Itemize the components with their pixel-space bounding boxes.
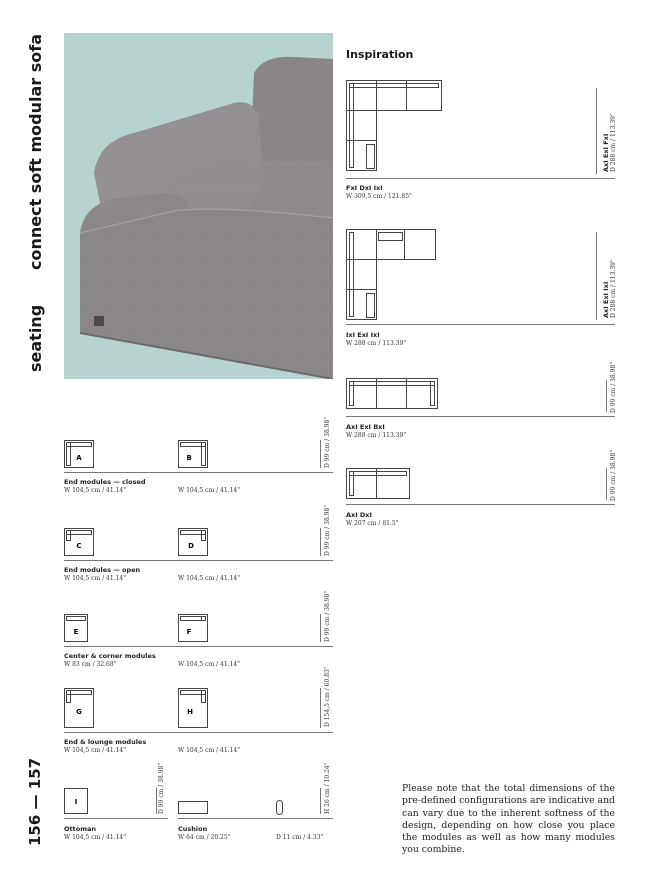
config-rule-2	[346, 324, 615, 325]
dimensions-note: Please note that the total dimensions of the pre-defined configurations are indicative and can vary due to the inherent softness of the design, depending on how close you place the modules as well as how many modules you combine.	[402, 783, 616, 856]
ottoman-width: W 104,5 cm / 41.14"	[64, 834, 126, 841]
module-depth-1: D 99 cm / 38.98"	[324, 416, 331, 468]
config-rule-1	[346, 178, 615, 179]
module-width-e: W 83 cm / 32.68"	[64, 661, 117, 668]
cushion-side-diagram	[276, 800, 284, 816]
config-code-2: IxI ExI IxI	[346, 331, 380, 339]
module-width-b: W 104,5 cm / 41.14"	[178, 487, 240, 494]
module-diagram-f	[178, 614, 208, 642]
cushion-caption: Cushion	[178, 825, 208, 833]
cushion-width: W 64 cm / 20.25"	[178, 834, 231, 841]
cushion-depth: D 11 cm / 4.33"	[276, 834, 324, 841]
module-caption-4: End & lounge modules	[64, 738, 147, 746]
module-bar-2	[320, 528, 321, 556]
module-diagram-c	[64, 528, 94, 556]
module-rule-4	[64, 732, 333, 733]
module-caption-1: End modules — closed	[64, 478, 146, 486]
sofa-illustration	[64, 33, 333, 379]
module-diagram-e	[64, 614, 88, 642]
config-bar-4	[606, 468, 607, 500]
module-width-f: W 104,5 cm / 41.14"	[178, 661, 240, 668]
page-numbers: 156 — 157	[26, 757, 44, 846]
config-width-4: W 207 cm / 81.5"	[346, 520, 399, 527]
module-rule-3	[64, 646, 333, 647]
ottoman-rule	[64, 818, 168, 819]
module-letter-h: H	[187, 708, 193, 716]
product-photo	[64, 33, 333, 379]
config-width-1: W 309,5 cm / 121.85"	[346, 193, 412, 200]
ottoman-diagram	[64, 788, 88, 814]
module-width-d: W 104,5 cm / 41.14"	[178, 575, 240, 582]
config-diagram-2	[346, 229, 436, 321]
module-diagram-d	[178, 528, 208, 556]
config-width-3: W 288 cm / 113.39"	[346, 432, 407, 439]
cushion-bar	[320, 788, 321, 814]
cushion-height: H 26 cm / 10.24"	[324, 762, 331, 814]
module-depth-4: D 154,5 cm / 60.83"	[324, 666, 331, 727]
module-depth-2: D 99 cm / 38.98"	[324, 504, 331, 556]
product-title: connect soft modular sofa	[26, 33, 45, 270]
module-letter-b: B	[186, 454, 192, 462]
config-side-label-2: AxI ExI IxI D 288 cm / 113.39"	[602, 259, 617, 318]
module-caption-3: Center & corner modules	[64, 652, 156, 660]
config-diagram-1	[346, 80, 442, 172]
config-depth-3: D 99 cm / 38.98"	[610, 361, 617, 413]
module-letter-f: F	[186, 628, 192, 636]
cushion-front-diagram	[178, 801, 208, 815]
config-bar-3	[606, 380, 607, 412]
config-code-4: AxI DxI	[346, 511, 372, 519]
inspiration-title: Inspiration	[346, 48, 414, 61]
module-diagram-g	[64, 688, 94, 728]
config-width-2: W 288 cm / 113.39"	[346, 340, 407, 347]
config-side-label-1: AxI ExI FxI D 288 cm / 113.39"	[602, 113, 617, 172]
module-letter-g: G	[76, 708, 82, 716]
config-code-1: FxI DxI IxI	[346, 184, 383, 192]
cushion-rule	[178, 818, 333, 819]
module-letter-e: E	[73, 628, 79, 636]
config-diagram-4	[346, 468, 410, 500]
module-rule-2	[64, 560, 333, 561]
module-diagram-h	[178, 688, 208, 728]
config-bar-1	[596, 88, 597, 174]
module-bar-1	[320, 440, 321, 468]
config-bar-2	[596, 232, 597, 320]
module-width-a: W 104,5 cm / 41.14"	[64, 487, 126, 494]
config-code-3: AxI ExI BxI	[346, 423, 385, 431]
module-letter-c: C	[76, 542, 82, 550]
config-depth-4: D 99 cm / 38.98"	[610, 449, 617, 501]
module-depth-3: D 99 cm / 38.98"	[324, 590, 331, 642]
module-caption-2: End modules — open	[64, 566, 141, 574]
module-width-h: W 104,5 cm / 41.14"	[178, 747, 240, 754]
ottoman-caption: Ottoman	[64, 825, 96, 833]
module-bar-3	[320, 614, 321, 642]
ottoman-depth: D 99 cm / 38.98"	[158, 762, 165, 814]
ottoman-letter: I	[74, 798, 78, 806]
config-rule-3	[346, 416, 615, 417]
config-diagram-3	[346, 378, 438, 410]
module-width-c: W 104,5 cm / 41.14"	[64, 575, 126, 582]
module-letter-d: D	[188, 542, 194, 550]
ottoman-bar	[156, 788, 157, 814]
section-label: seating	[26, 304, 45, 372]
module-bar-4	[320, 688, 321, 728]
module-diagram-b	[178, 440, 208, 468]
config-rule-4	[346, 504, 615, 505]
module-letter-a: A	[76, 454, 82, 462]
module-diagram-a	[64, 440, 94, 468]
module-width-g: W 104,5 cm / 41.14"	[64, 747, 126, 754]
module-rule-1	[64, 472, 333, 473]
